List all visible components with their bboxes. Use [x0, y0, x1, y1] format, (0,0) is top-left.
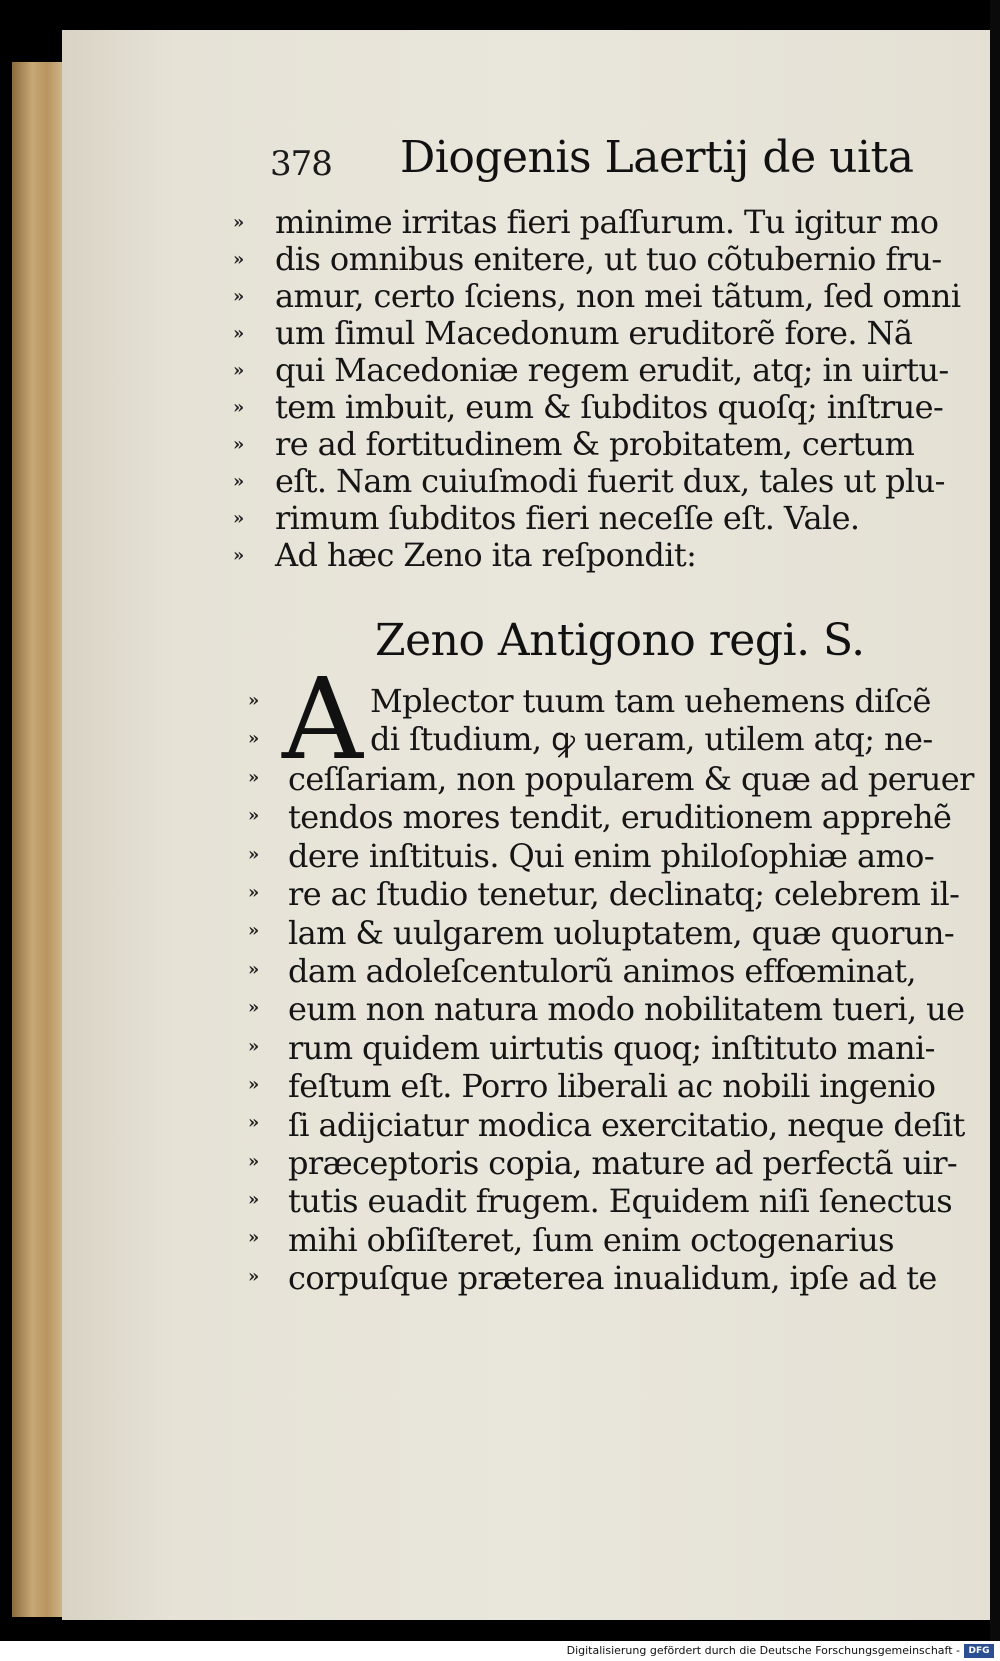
quote-mark: » [233, 508, 245, 529]
quote-mark: » [248, 1112, 260, 1134]
quote-mark: » [248, 690, 260, 711]
quote-mark: » [233, 434, 245, 455]
text-line: eum non natura modo nobilitatem tueri, ue [288, 990, 965, 1029]
text-line: tem imbuit, eum & ſubditos quoſq; inſtrue- [275, 388, 944, 426]
text-line: præceptoris copia, mature ad perfectã uir- [288, 1143, 958, 1182]
quote-mark: » [233, 212, 245, 233]
text-line: mihi obſiſteret, ſum enim octogenarius [288, 1220, 894, 1259]
quote-mark: » [248, 920, 260, 942]
text-line: minime irritas fieri paſſurum. Tu igitur mo [275, 203, 939, 241]
quote-mark: » [248, 1073, 260, 1095]
text-line: amur, certo ſciens, non mei tãtum, ſed omni [275, 277, 961, 315]
text-line: di ſtudium, ꝙ ueram, utilem atq; ne- [370, 720, 933, 759]
running-title: Diogenis Laertij de uita [400, 132, 914, 183]
reply-heading: Zeno Antigono regi. S. [375, 615, 865, 666]
text-line: lam & uulgarem uoluptatem, quæ quorun- [288, 913, 955, 952]
quote-mark: » [248, 958, 260, 980]
quote-mark: » [248, 766, 260, 788]
text-line: tutis euadit frugem. Equidem niſi ſenectus [288, 1182, 953, 1221]
text-line: dis omnibus enitere, ut tuo cõtubernio fru- [275, 240, 942, 278]
quote-mark: » [248, 843, 260, 865]
text-line: tendos mores tendit, eruditionem apprehẽ [288, 798, 952, 837]
text-line: eſt. Nam cuiuſmodi fuerit dux, tales ut plu- [275, 462, 945, 500]
quote-mark: » [233, 471, 245, 492]
quote-mark: » [248, 1035, 260, 1057]
quote-mark: » [248, 1189, 260, 1211]
drop-cap: A [282, 655, 363, 785]
text-line: dam adoleſcentulorũ animos effœminat, [288, 951, 916, 990]
text-line: feſtum eſt. Porro liberali ac nobili ingenio [288, 1067, 936, 1106]
text-line: Mplector tuum tam uehemens diſcẽ [370, 682, 931, 720]
quote-mark: » [233, 286, 245, 307]
quote-mark: » [233, 545, 245, 566]
letter-text [275, 204, 975, 574]
text-line: ceſſariam, non popularem & quæ ad peruer [288, 760, 974, 798]
quote-mark: » [233, 360, 245, 381]
text-line: Ad hæc Zeno ita reſpondit: [275, 536, 697, 574]
quote-mark: » [233, 249, 245, 270]
quote-mark: » [248, 1227, 260, 1249]
reply-text [288, 760, 978, 1297]
quote-mark: » [233, 397, 245, 418]
text-line: rum quidem uirtutis quoq; inſtituto mani- [288, 1028, 935, 1067]
reply-quote-marks [248, 682, 278, 1296]
text-line: um ſimul Macedonum eruditorẽ fore. Nã [275, 314, 913, 352]
text-line: qui Macedoniæ regem erudit, atq; in uirtu- [275, 351, 949, 389]
text-line: corpuſque præterea inualidum, ipſe ad te [288, 1259, 937, 1298]
text-line: dere inſtituis. Qui enim philoſophiæ amo- [288, 836, 935, 875]
page-header [270, 132, 970, 192]
text-line: ſi adijciatur modica exercitatio, neque deſit [288, 1105, 965, 1144]
reply-first-lines [370, 682, 970, 759]
text-line: re ac ſtudio tenetur, declinatq; celebrem il- [288, 875, 960, 914]
quote-mark: » [248, 1150, 260, 1172]
digitization-credit: Digitalisierung gefördert durch die Deutsche Forschungsgemeinschaft - [566, 1644, 960, 1657]
quote-mark: » [233, 323, 245, 344]
text-line: re ad fortitudinem & probitatem, certum [275, 425, 915, 463]
quote-mark: » [248, 728, 260, 750]
dfg-logo: DFG [964, 1644, 994, 1658]
scan-border [990, 0, 1000, 1641]
letter-quote-marks [233, 204, 263, 574]
quote-mark: » [248, 805, 260, 827]
page-number: 378 [270, 144, 332, 184]
quote-mark: » [248, 1265, 260, 1287]
text-line: rimum ſubditos fieri neceſſe eſt. Vale. [275, 499, 860, 537]
quote-mark: » [248, 997, 260, 1019]
quote-mark: » [248, 881, 260, 903]
